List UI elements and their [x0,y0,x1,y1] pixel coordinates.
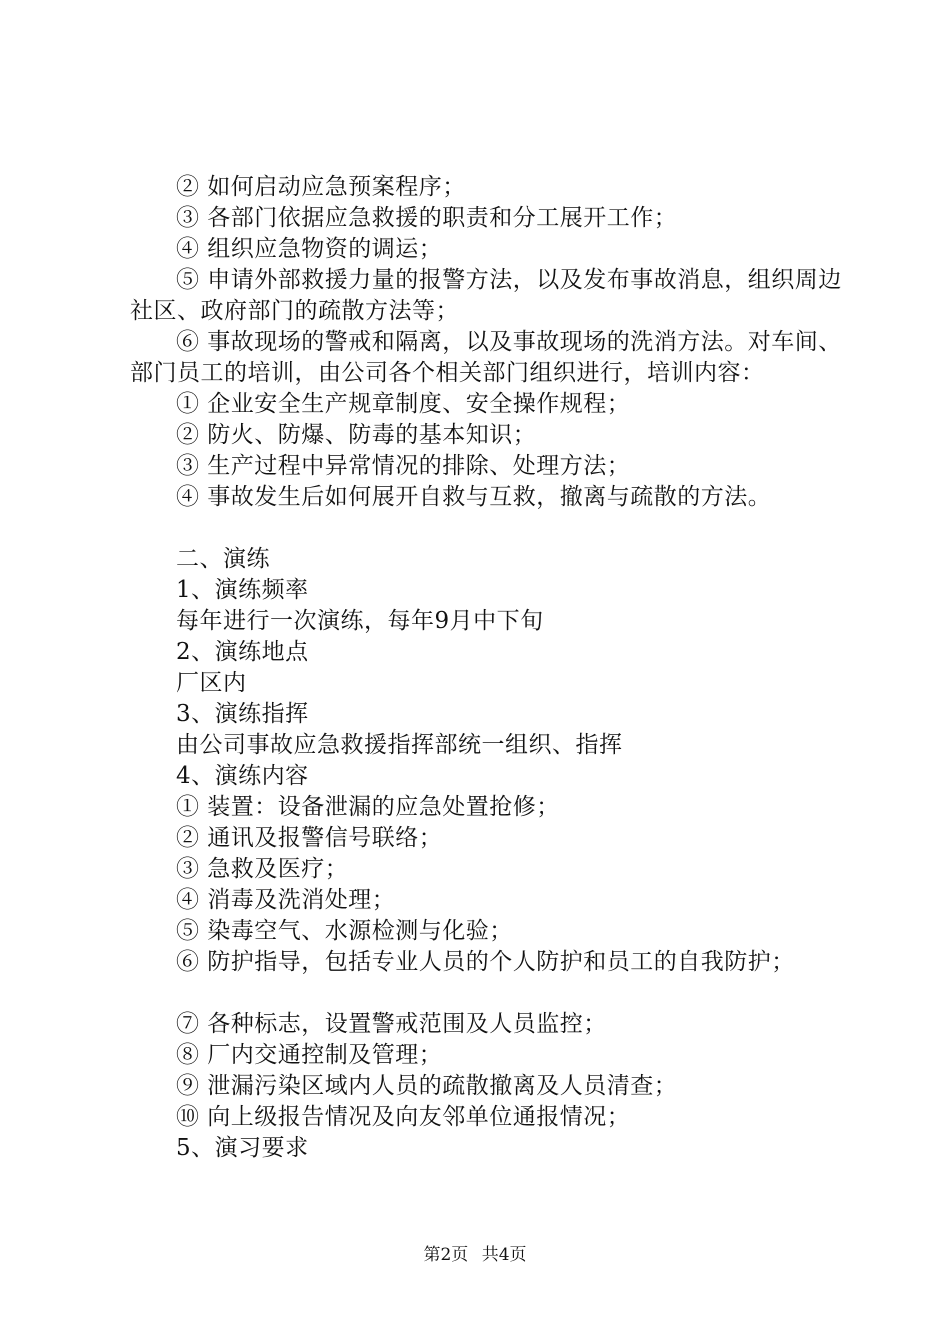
page-number-current: 第2页 [423,1245,469,1265]
list-item: ③ 生产过程中异常情况的排除、处理方法； [176,453,631,479]
subsection-heading: 5、演习要求 [176,1135,309,1161]
spacer [130,513,850,544]
list-item: ④ 事故发生后如何展开自救与互救，撤离与疏散的方法。 [176,484,772,510]
list-item: ③ 急救及医疗； [176,856,349,882]
list-item: ⑨ 泄漏污染区域内人员的疏散撤离及人员清查； [176,1073,678,1099]
list-item: ① 企业安全生产规章制度、安全操作规程； [176,391,631,417]
subsection-heading: 4、演练内容 [176,763,309,789]
list-item: ⑧ 厂内交通控制及管理； [176,1042,443,1068]
paragraph: 厂区内 [176,670,247,696]
paragraph: 由公司事故应急救援指挥部统一组织、指挥 [176,732,623,758]
list-item: ⑥ 防护指导，包括专业人员的个人防护和员工的自我防护； [176,949,795,975]
subsection-heading: 3、演练指挥 [176,701,309,727]
document-body [130,172,850,1164]
list-item: ⑥ 事故现场的警戒和隔离，以及事故现场的洗消方法。对车间、部门员工的培训，由公司各个相关部门组织进行，培训内容： [130,329,842,386]
list-item: ② 防火、防爆、防毒的基本知识； [176,422,537,448]
list-item: ④ 消毒及洗消处理； [176,887,396,913]
list-item: ③ 各部门依据应急救援的职责和分工展开工作； [176,205,678,231]
list-item: ① 装置：设备泄漏的应急处置抢修； [176,794,560,820]
spacer [130,978,850,1009]
list-item: ④ 组织应急物资的调运； [176,236,443,262]
section-heading: 二、演练 [176,546,270,572]
list-item: ② 如何启动应急预案程序； [176,174,466,200]
subsection-heading: 2、演练地点 [176,639,309,665]
list-item: ⑩ 向上级报告情况及向友邻单位通报情况； [176,1104,631,1130]
paragraph: 每年进行一次演练，每年9月中下旬 [176,608,544,634]
subsection-heading: 1、演练频率 [176,577,309,603]
list-item: ⑦ 各种标志，设置警戒范围及人员监控； [176,1011,607,1037]
page-footer [0,1240,950,1265]
list-item: ② 通讯及报警信号联络； [176,825,443,851]
page-number-total: 共4页 [481,1245,527,1265]
list-item: ⑤ 申请外部救援力量的报警方法，以及发布事故消息，组织周边社区、政府部门的疏散方法等； [130,267,842,324]
list-item: ⑤ 染毒空气、水源检测与化验； [176,918,513,944]
